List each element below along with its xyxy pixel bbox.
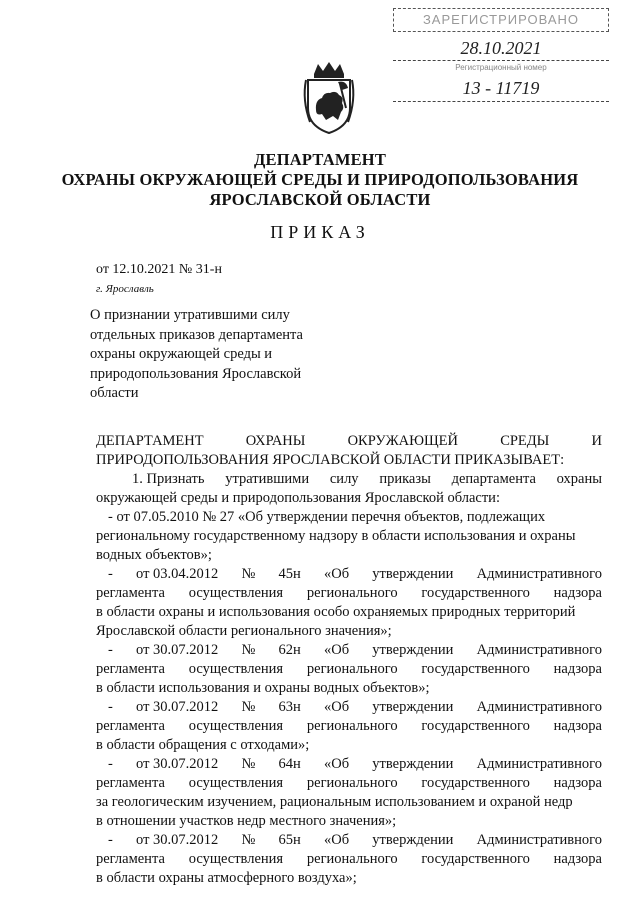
- body-line: в области использования и охраны водных объектов»;: [96, 680, 430, 696]
- body-line: [96, 508, 602, 527]
- department-name-line3: ЯРОСЛАВСКОЙ ОБЛАСТИ: [209, 190, 431, 209]
- body-line: [96, 698, 602, 717]
- department-name-line1: ДЕПАРТАМЕНТ: [253, 150, 387, 169]
- body-word: -: [108, 832, 113, 848]
- body-word: регламента: [96, 851, 165, 867]
- body-word: 64н: [278, 756, 301, 772]
- body-word: -: [108, 642, 113, 658]
- order-subject: [90, 306, 340, 404]
- body-word: регламента: [96, 585, 165, 601]
- body-word: Административного: [476, 756, 602, 772]
- department-name-line2: ОХРАНЫ ОКРУЖАЮЩЕЙ СРЕДЫ И ПРИРОДОПОЛЬЗОВАНИЯ: [61, 170, 579, 189]
- body-line: водных объектов»;: [96, 547, 212, 563]
- body-line: [96, 432, 602, 451]
- body-word: надзора: [553, 851, 602, 867]
- stamp-divider: [393, 60, 609, 61]
- body-word: утверждении: [372, 642, 454, 658]
- registration-stamp: [393, 2, 609, 106]
- body-word: приказы: [379, 471, 431, 487]
- body-line: [96, 831, 602, 850]
- body-line: [96, 565, 602, 584]
- body-word: «Об: [323, 566, 350, 582]
- body-word: -: [108, 566, 113, 582]
- body-word: №: [241, 699, 256, 715]
- body-word: осуществления: [188, 585, 284, 601]
- body-word: осуществления: [188, 775, 284, 791]
- body-line: [96, 660, 602, 679]
- stamp-note: Регистрационный номер: [455, 63, 547, 72]
- body-line: [96, 717, 602, 736]
- body-word: утверждении: [372, 566, 454, 582]
- body-word: силу: [329, 471, 359, 487]
- body-word: №: [241, 566, 256, 582]
- body-word: государственного: [421, 661, 530, 677]
- body-word: «Об: [323, 699, 350, 715]
- body-word: «Об: [323, 832, 350, 848]
- body-word: от 30.07.2012: [136, 756, 219, 772]
- body-word: ОКРУЖАЮЩЕЙ: [347, 433, 459, 449]
- coat-of-arms-icon: [300, 60, 358, 136]
- body-line: региональному государственному надзору в области использования и охраны: [96, 528, 576, 544]
- body-word: Административного: [476, 699, 602, 715]
- body-word: 65н: [278, 832, 301, 848]
- body-word: -: [108, 699, 113, 715]
- body-word: надзора: [553, 585, 602, 601]
- body-word: утратившими: [225, 471, 310, 487]
- body-word: осуществления: [188, 718, 284, 734]
- body-word: регионального: [306, 661, 398, 677]
- body-word: 45н: [278, 566, 301, 582]
- stamp-divider: [393, 101, 609, 102]
- body-line: в области охраны атмосферного воздуха»;: [96, 870, 357, 886]
- body-word: регионального: [306, 775, 398, 791]
- body-line: [96, 641, 602, 660]
- body-word: охраны: [556, 471, 602, 487]
- body-word: №: [241, 832, 256, 848]
- body-word: государственного: [421, 775, 530, 791]
- body-word: департамента: [451, 471, 536, 487]
- body-word: надзора: [553, 775, 602, 791]
- stamp-title: ЗАРЕГИСТРИРОВАНО: [393, 8, 609, 32]
- body-line: за геологическим изучением, рациональным использованием и охраной недр: [96, 794, 573, 810]
- body-line: [96, 850, 602, 869]
- body-line: ПРИРОДОПОЛЬЗОВАНИЯ ЯРОСЛАВСКОЙ ОБЛАСТИ ПРИКАЗЫВАЕТ:: [96, 452, 565, 468]
- body-word: СРЕДЫ: [500, 433, 550, 449]
- body-word: ДЕПАРТАМЕНТ: [96, 433, 204, 449]
- body-word: от 03.04.2012: [136, 566, 219, 582]
- body-word: государственного: [421, 851, 530, 867]
- body-word: «Об: [323, 642, 350, 658]
- body-word: Административного: [476, 642, 602, 658]
- order-title: ПРИКАЗ: [270, 222, 370, 242]
- body-line: окружающей среды и природопользования Ярославской области:: [96, 490, 500, 506]
- subject-line: природопользования Ярославской: [90, 365, 302, 382]
- body-word: от 30.07.2012: [136, 699, 219, 715]
- body-word: регионального: [306, 585, 398, 601]
- body-word: -: [108, 756, 113, 772]
- body-word: 1. Признать: [132, 471, 205, 487]
- body-word: осуществления: [188, 851, 284, 867]
- body-word: надзора: [553, 661, 602, 677]
- body-word: надзора: [553, 718, 602, 734]
- body-word: «Об: [323, 756, 350, 772]
- body-word: утверждении: [372, 699, 454, 715]
- body-word: регламента: [96, 718, 165, 734]
- body-word: 63н: [278, 699, 301, 715]
- body-line: [96, 470, 602, 489]
- stamp-number: 13 - 11719: [462, 78, 540, 98]
- body-word: регионального: [306, 718, 398, 734]
- body-line: в отношении участков недр местного значения»;: [96, 813, 397, 829]
- subject-line: области: [90, 385, 139, 401]
- body-line: в области охраны и использования особо охраняемых природных территорий: [96, 604, 576, 620]
- body-word: утверждении: [372, 832, 454, 848]
- body-word: №: [241, 756, 256, 772]
- body-word: - от 07.05.2010 № 27 «Об утверждении перечня объектов, подлежащих: [108, 509, 546, 525]
- subject-line: О признании утратившими силу: [90, 307, 290, 323]
- body-word: осуществления: [188, 661, 284, 677]
- subject-line: охраны окружающей среды и: [90, 346, 273, 362]
- body-word: государственного: [421, 585, 530, 601]
- body-line: [96, 755, 602, 774]
- body-line: Ярославской области регионального значения»;: [96, 623, 392, 639]
- body-word: регламента: [96, 775, 165, 791]
- body-word: регионального: [306, 851, 398, 867]
- subject-line: отдельных приказов департамента: [90, 326, 303, 343]
- body-word: Административного: [476, 566, 602, 582]
- body-line: [96, 584, 602, 603]
- stamp-date: 28.10.2021: [460, 38, 542, 58]
- body-word: утверждении: [372, 756, 454, 772]
- body-line: в области обращения с отходами»;: [96, 737, 310, 753]
- body-word: 62н: [278, 642, 301, 658]
- body-word: от 30.07.2012: [136, 832, 219, 848]
- body-word: Административного: [476, 832, 602, 848]
- order-city: г. Ярославль: [96, 283, 154, 295]
- body-word: И: [591, 433, 602, 449]
- body-word: №: [241, 642, 256, 658]
- body-word: от 30.07.2012: [136, 642, 219, 658]
- body-word: ОХРАНЫ: [245, 433, 306, 449]
- body-line: [96, 774, 602, 793]
- order-date-number: от 12.10.2021 № 31-н: [96, 262, 222, 277]
- body-word: регламента: [96, 661, 165, 677]
- body-word: государственного: [421, 718, 530, 734]
- order-body: [96, 432, 602, 888]
